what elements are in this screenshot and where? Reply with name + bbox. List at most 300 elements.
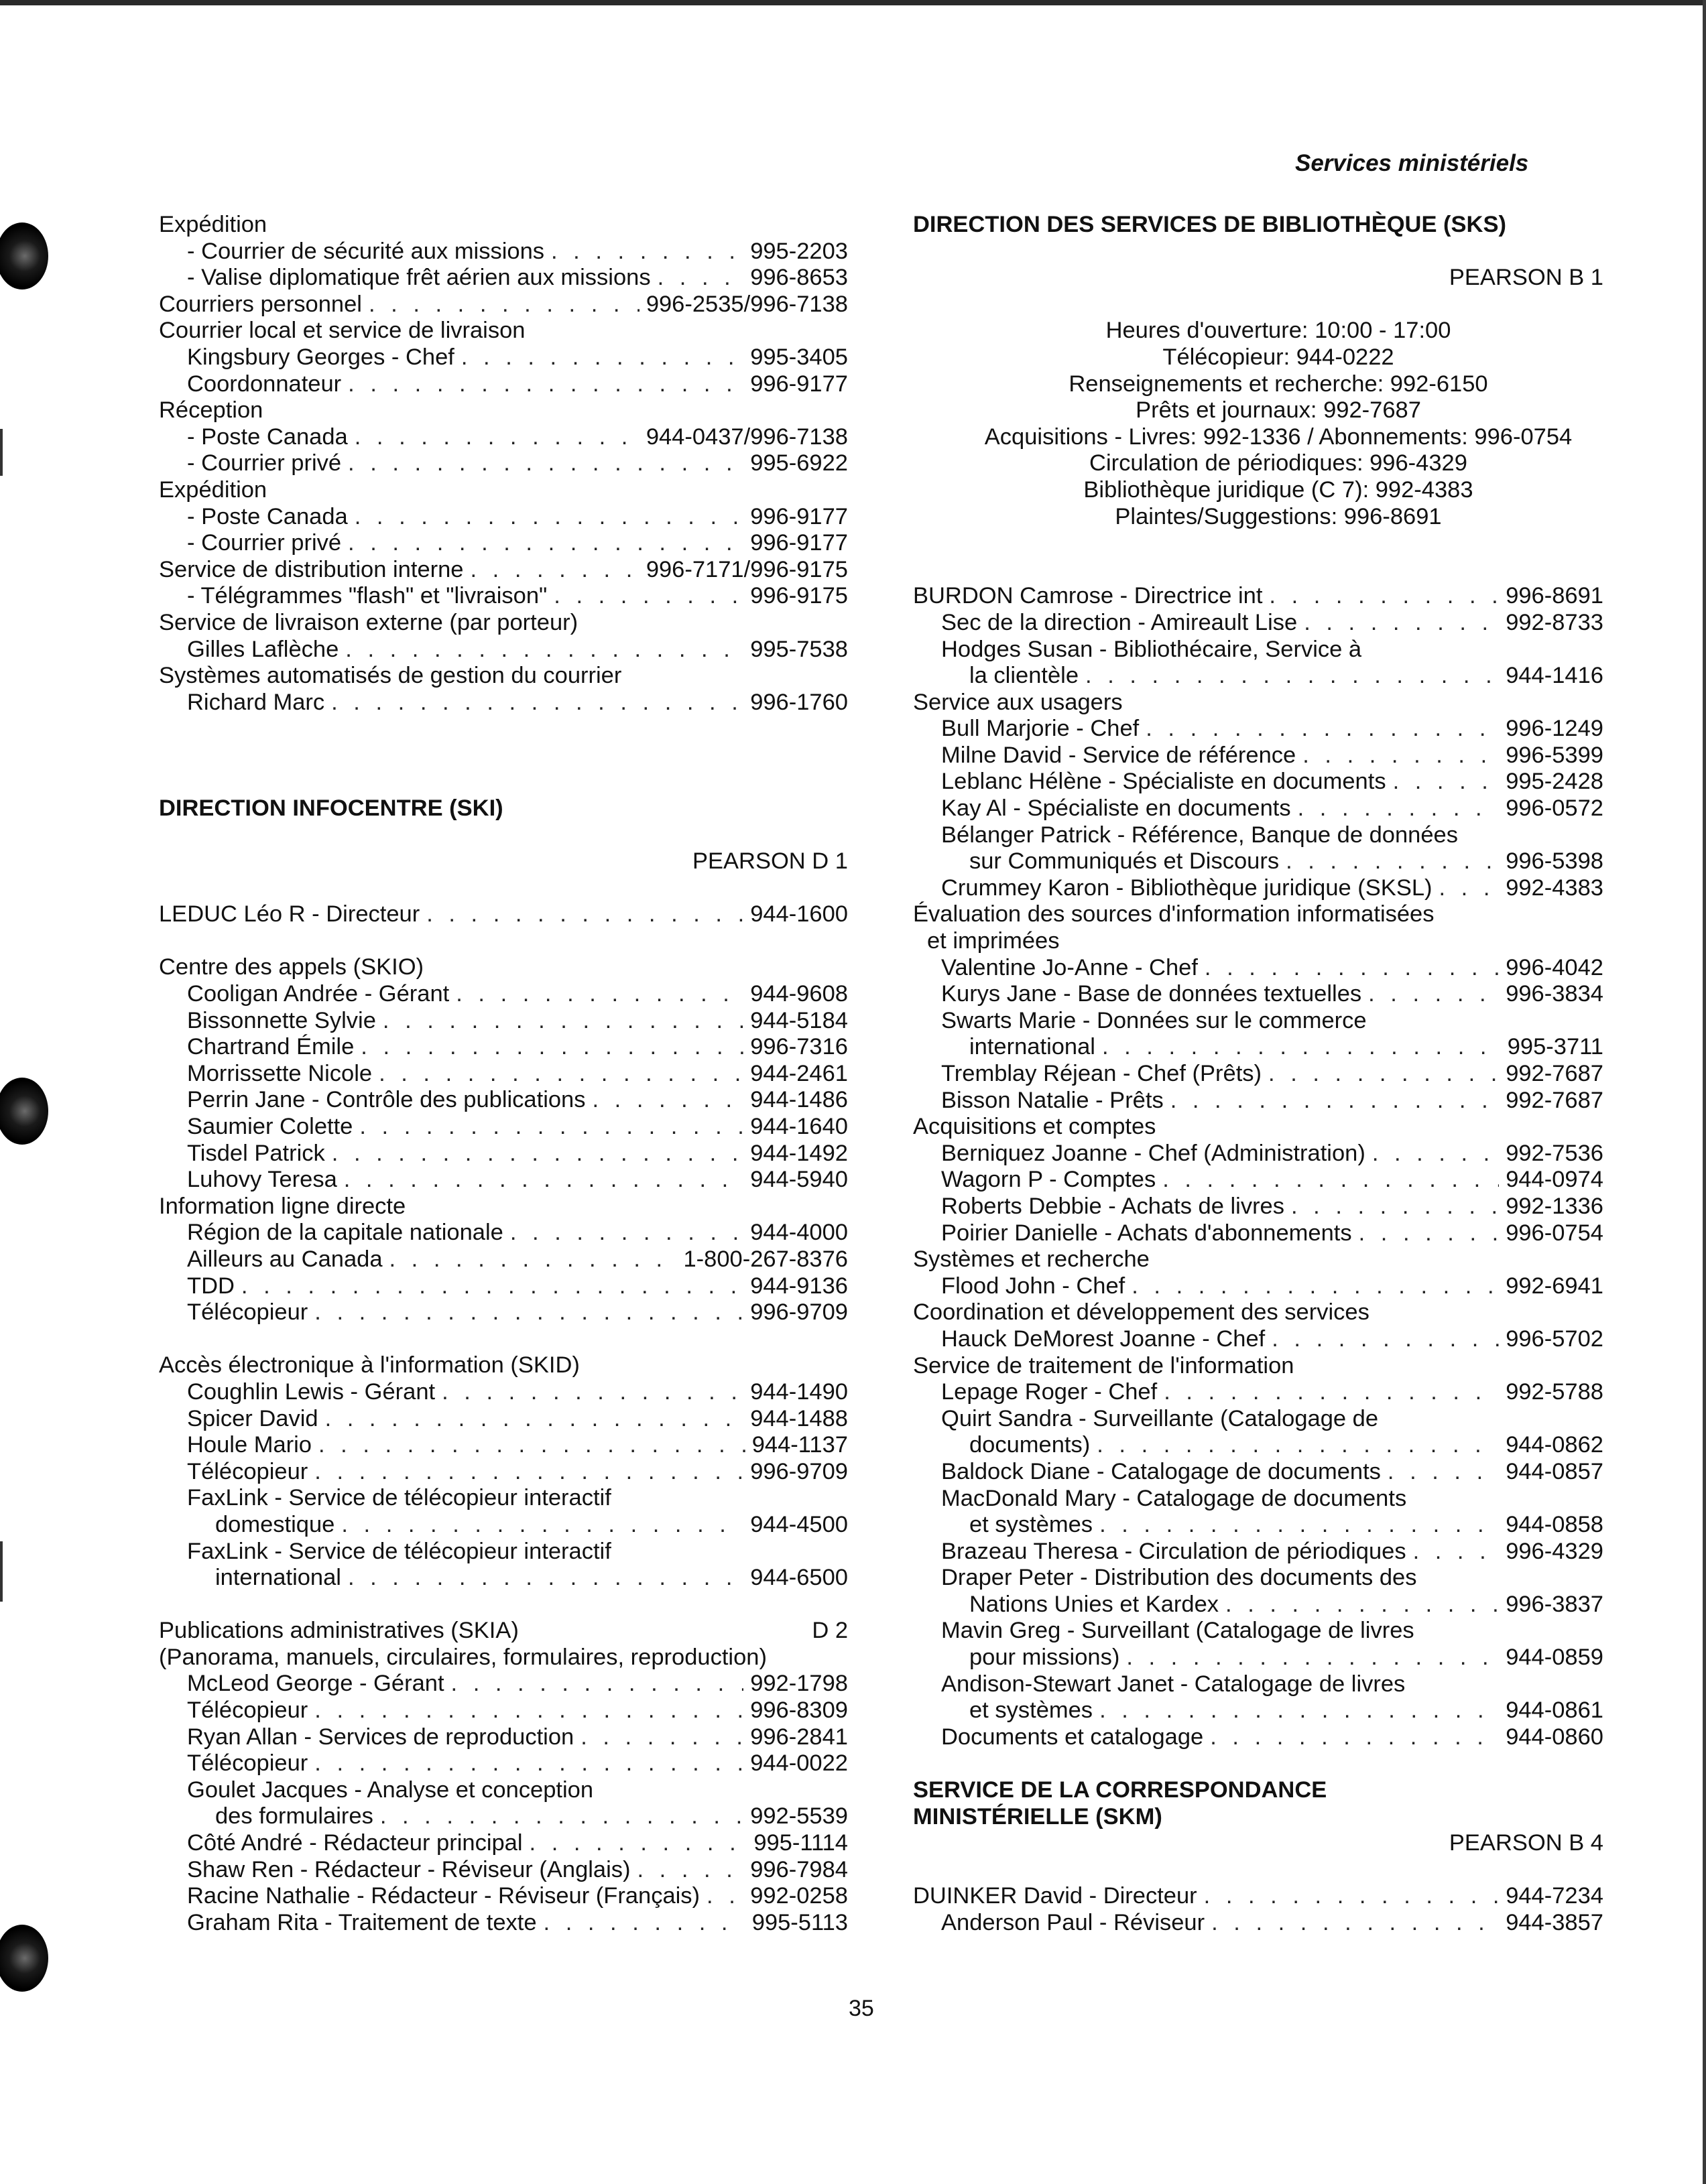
info-line: Acquisitions - Livres: 992-1336 / Abonnements: 996-0754 <box>984 424 1573 450</box>
entry-name: Accès électronique à l'information (SKID) <box>159 1352 580 1378</box>
list-item <box>913 1883 1603 1910</box>
entry-phone: 996-7984 <box>750 1856 848 1882</box>
entry-phone: 996-1760 <box>750 689 848 715</box>
list-item <box>913 1645 1603 1671</box>
entry-phone: 944-6500 <box>750 1565 848 1591</box>
dot-leader <box>1269 583 1499 610</box>
entry-phone: 944-2461 <box>750 1060 848 1086</box>
entry-phone: 992-0258 <box>750 1883 848 1909</box>
entry-phone: 944-4000 <box>750 1220 848 1246</box>
list-item <box>159 1061 848 1088</box>
dot-leader <box>314 1750 743 1777</box>
entry-name: des formulaires <box>215 1803 373 1829</box>
entry-phone: 944-0859 <box>1506 1645 1603 1671</box>
entry-name: Télécopieur <box>187 1458 308 1484</box>
entry-name: Nations Unies et Kardex <box>969 1591 1219 1617</box>
entry-name: Tremblay Réjean - Chef (Prêts) <box>941 1061 1262 1086</box>
info-line: Heures d'ouverture: 10:00 - 17:00 <box>1105 318 1451 344</box>
entry-name: DUINKER David - Directeur <box>913 1883 1197 1909</box>
entry-name: Draper Peter - Distribution des documents des <box>941 1565 1417 1591</box>
entry-phone: 992-6941 <box>1506 1273 1603 1299</box>
dot-leader <box>707 1883 743 1910</box>
dot-leader <box>442 1379 743 1406</box>
entry-name: Sec de la direction - Amireault Lise <box>941 609 1298 635</box>
entry-phone: 944-9608 <box>750 981 848 1007</box>
entry-name: documents) <box>969 1432 1091 1458</box>
list-item <box>159 1246 848 1273</box>
list-item <box>159 637 848 663</box>
entry-name: Évaluation des sources d'information informatisées <box>913 901 1435 927</box>
entry-name: sur Communiqués et Discours <box>969 848 1280 875</box>
entry-phone: 996-3834 <box>1506 981 1603 1007</box>
entry-phone: 944-1600 <box>750 901 848 927</box>
entry-phone: 944-1640 <box>750 1114 848 1139</box>
dot-leader <box>1132 1273 1499 1300</box>
list-item <box>159 1114 848 1141</box>
library-info-block <box>913 318 1603 530</box>
dot-leader <box>380 1803 743 1830</box>
dot-leader <box>1102 1034 1501 1061</box>
dot-leader <box>318 1432 745 1459</box>
list-heading <box>913 901 1603 928</box>
entry-name: Morrissette Nicole <box>187 1060 373 1086</box>
list-item <box>913 1220 1603 1247</box>
dot-leader <box>581 1724 743 1751</box>
dot-leader <box>1298 795 1500 822</box>
list-item <box>913 1141 1603 1167</box>
library-staff-list <box>913 583 1603 1750</box>
dot-leader <box>1085 663 1499 690</box>
entry-phone: 996-4042 <box>1506 954 1603 980</box>
info-line: Télécopieur: 944-0222 <box>1162 344 1394 370</box>
entry-name: Systèmes et recherche <box>913 1246 1150 1273</box>
call-centre-list <box>159 954 848 1326</box>
running-title: Services ministériels <box>1295 150 1529 176</box>
entry-name: Swarts Marie - Données sur le commerce <box>941 1007 1367 1033</box>
list-item <box>159 1910 848 1937</box>
dot-leader <box>389 1246 677 1273</box>
dot-leader <box>1268 1061 1499 1088</box>
dot-leader <box>345 637 743 663</box>
list-item <box>159 1379 848 1406</box>
dot-leader <box>1099 1697 1499 1724</box>
list-heading <box>159 477 848 504</box>
entry-name: Télécopieur <box>187 1299 308 1326</box>
entry-name: Shaw Ren - Rédacteur - Réviseur (Anglais) <box>187 1856 631 1882</box>
entry-phone: 996-8309 <box>750 1697 848 1724</box>
list-item <box>913 1194 1603 1220</box>
entry-name: - Courrier privé <box>187 530 342 556</box>
entry-name: Information ligne directe <box>159 1193 406 1219</box>
info-line: Plaintes/Suggestions: 996-8691 <box>1115 503 1442 529</box>
entry-phone: 996-3837 <box>1506 1591 1603 1617</box>
list-item <box>159 239 848 265</box>
entry-phone: 996-2841 <box>750 1724 848 1750</box>
dot-leader <box>1286 848 1499 875</box>
entry-name: Bélanger Patrick - Référence, Banque de données <box>941 822 1458 848</box>
scan-left-mark <box>0 1541 3 1602</box>
entry-name: Télécopieur <box>187 1697 308 1724</box>
entry-phone: 996-0572 <box>1506 795 1603 822</box>
entry-name: Service aux usagers <box>913 689 1123 715</box>
dot-leader <box>1099 1512 1499 1539</box>
list-heading <box>913 1246 1603 1273</box>
list-item <box>159 1830 848 1857</box>
list-item <box>913 1459 1603 1486</box>
entry-name: Anderson Paul - Réviseur <box>941 1910 1205 1935</box>
dot-leader <box>369 292 639 318</box>
section-title-infocentre: DIRECTION INFOCENTRE (SKI) <box>159 795 503 821</box>
list-item <box>913 1724 1603 1751</box>
dot-leader <box>348 450 743 477</box>
entry-name: Mavin Greg - Surveillant (Catalogage de livres <box>941 1618 1414 1644</box>
list-item <box>159 1299 848 1326</box>
location-label: PEARSON B 1 <box>1449 265 1603 291</box>
entry-name: Leblanc Hélène - Spécialiste en documents <box>941 769 1386 795</box>
entry-name: Documents et catalogage <box>941 1724 1204 1750</box>
list-item <box>913 1167 1603 1194</box>
entry-phone: 996-9709 <box>750 1458 848 1484</box>
entry-name: et systèmes <box>969 1512 1093 1538</box>
list-heading <box>159 1777 848 1804</box>
dot-leader <box>314 1299 743 1326</box>
entry-name: Côté André - Rédacteur principal <box>187 1830 523 1856</box>
entry-phone: 944-1486 <box>750 1087 848 1113</box>
entry-phone: 996-0754 <box>1506 1220 1603 1246</box>
entry-name: Service de traitement de l'information <box>913 1352 1294 1378</box>
list-item <box>159 583 848 610</box>
entry-phone: 996-5702 <box>1506 1326 1603 1352</box>
scan-left-mark <box>0 429 3 476</box>
list-item <box>159 1671 848 1697</box>
entry-name: BURDON Camrose - Directrice int <box>913 583 1263 609</box>
list-item <box>159 1512 848 1539</box>
entry-name: - Valise diplomatique frêt aérien aux missions <box>187 265 651 291</box>
entry-name: - Poste Canada <box>187 503 348 529</box>
entry-phone: 944-0857 <box>1506 1458 1603 1484</box>
dot-leader <box>1393 769 1500 795</box>
entry-name: Acquisitions et comptes <box>913 1114 1156 1140</box>
entry-name: - Courrier de sécurité aux missions <box>187 238 545 264</box>
entry-name: Saumier Colette <box>187 1114 353 1139</box>
list-item <box>159 690 848 716</box>
list-item <box>913 743 1603 769</box>
dot-leader <box>1210 1724 1499 1751</box>
entry-phone: 992-1336 <box>1506 1193 1603 1219</box>
list-heading <box>913 1565 1603 1592</box>
entry-name: Courrier local et service de livraison <box>159 318 526 344</box>
entry-name: - Poste Canada <box>187 424 348 450</box>
dot-leader <box>361 1034 743 1061</box>
entry-phone: 996-9177 <box>750 371 848 397</box>
scan-top-edge <box>0 0 1706 5</box>
punch-hole-icon <box>0 1078 48 1145</box>
entry-name: Luhovy Teresa <box>187 1167 337 1193</box>
entry-name: Kurys Jane - Base de données textuelles <box>941 981 1362 1007</box>
dot-leader <box>379 1061 743 1088</box>
dot-leader <box>426 901 743 928</box>
section-title-correspondence-line2: MINISTÉRIELLE (SKM) <box>913 1803 1162 1829</box>
entry-name: - Courrier privé <box>187 450 342 476</box>
dot-leader <box>658 265 744 292</box>
list-item <box>159 981 848 1008</box>
list-item <box>159 1273 848 1300</box>
list-item <box>159 1141 848 1167</box>
list-item <box>913 848 1603 875</box>
list-heading <box>159 663 848 690</box>
section-title-library: DIRECTION DES SERVICES DE BIBLIOTHÈQUE (SKS) <box>913 212 1506 237</box>
entry-name: TDD <box>187 1273 235 1299</box>
entry-name: Région de la capitale nationale <box>187 1220 503 1246</box>
list-item <box>159 265 848 292</box>
entry-name: Bissonnette Sylvie <box>187 1007 376 1033</box>
entry-phone: 996-9177 <box>750 530 848 556</box>
list-item <box>913 1512 1603 1539</box>
list-heading <box>913 1353 1603 1380</box>
dot-leader <box>1170 1088 1499 1114</box>
entry-phone: 944-1492 <box>750 1140 848 1166</box>
dot-leader <box>355 424 639 451</box>
dot-leader <box>544 1910 745 1937</box>
entry-name: Kay Al - Spécialiste en documents <box>941 795 1291 822</box>
dot-leader <box>1413 1539 1500 1565</box>
list-item <box>159 1750 848 1777</box>
punch-hole-icon <box>0 222 48 290</box>
list-heading <box>913 822 1603 849</box>
list-item <box>159 371 848 398</box>
dot-leader <box>1291 1194 1499 1220</box>
entry-phone: 995-7538 <box>750 636 848 662</box>
entry-name: FaxLink - Service de télécopieur interactif <box>187 1538 611 1564</box>
entry-phone: 995-2428 <box>1506 769 1603 795</box>
dot-leader <box>314 1459 743 1486</box>
dot-leader <box>1439 875 1500 902</box>
dot-leader <box>1225 1592 1499 1618</box>
entry-phone: 995-1114 <box>753 1830 848 1856</box>
dot-leader <box>530 1830 747 1857</box>
entry-name: Tisdel Patrick <box>187 1140 325 1166</box>
entry-name: international <box>215 1565 341 1591</box>
entry-name: Poirier Danielle - Achats d'abonnements <box>941 1220 1352 1246</box>
publications-title: Publications administratives (SKIA) <box>159 1618 519 1644</box>
list-item <box>913 1034 1603 1061</box>
entry-name: Flood John - Chef <box>941 1273 1125 1299</box>
entry-phone: 995-3405 <box>750 344 848 370</box>
info-line: Renseignements et recherche: 992-6150 <box>1069 371 1488 397</box>
location-label: PEARSON D 1 <box>692 848 848 875</box>
page-number: 35 <box>849 1996 874 2021</box>
list-heading <box>913 928 1603 955</box>
list-heading <box>159 212 848 239</box>
entry-phone: 996-9177 <box>750 503 848 529</box>
publications-list <box>159 1671 848 1936</box>
entry-phone: 996-5398 <box>1506 848 1603 875</box>
entry-name: Ryan Allan - Services de reproduction <box>187 1724 574 1750</box>
publications-location: D 2 <box>812 1618 848 1644</box>
entry-name: Spicer David <box>187 1405 318 1431</box>
list-item <box>159 1406 848 1433</box>
entry-name: Expédition <box>159 212 267 237</box>
dot-leader <box>348 371 743 398</box>
dot-leader <box>1211 1910 1499 1937</box>
right-column <box>913 212 1603 1937</box>
list-heading <box>159 954 848 981</box>
director-entry <box>159 901 848 928</box>
list-item <box>913 1088 1603 1114</box>
list-item <box>159 424 848 451</box>
entry-phone: 992-4383 <box>1506 875 1603 901</box>
dot-leader <box>510 1220 743 1246</box>
list-item <box>913 875 1603 902</box>
dot-leader <box>1272 1326 1499 1353</box>
list-item <box>159 450 848 477</box>
entry-name: Perrin Jane - Contrôle des publications <box>187 1087 586 1113</box>
dot-leader <box>456 981 743 1008</box>
dot-leader <box>344 1167 743 1194</box>
correspondence-list <box>913 1883 1603 1936</box>
list-item <box>159 1167 848 1194</box>
entry-name: Bisson Natalie - Prêts <box>941 1087 1164 1113</box>
entry-name: Goulet Jacques - Analyse et conception <box>187 1777 594 1803</box>
list-item <box>913 1273 1603 1300</box>
list-heading <box>159 610 848 637</box>
list-heading <box>913 1671 1603 1698</box>
list-item <box>159 344 848 371</box>
list-item <box>159 1565 848 1592</box>
dot-leader <box>1304 610 1499 637</box>
list-item <box>159 1883 848 1910</box>
dot-leader <box>325 1406 744 1433</box>
dot-leader <box>1164 1379 1499 1406</box>
list-item <box>159 557 848 584</box>
info-line: Circulation de périodiques: 996-4329 <box>1089 450 1467 476</box>
dot-leader <box>241 1273 743 1300</box>
list-item <box>913 1326 1603 1353</box>
entry-phone: 1-800-267-8376 <box>683 1246 848 1272</box>
entry-name: Andison-Stewart Janet - Catalogage de livres <box>941 1671 1406 1697</box>
entry-phone: 995-2203 <box>750 238 848 264</box>
dot-leader <box>1204 1883 1500 1910</box>
list-item <box>913 1910 1603 1937</box>
list-item <box>913 1697 1603 1724</box>
entry-phone: 944-1416 <box>1506 663 1603 689</box>
entry-name: Roberts Debbie - Achats de livres <box>941 1193 1284 1219</box>
entry-phone: 996-9709 <box>750 1299 848 1326</box>
list-heading <box>913 1486 1603 1513</box>
list-item <box>159 1724 848 1751</box>
dot-leader <box>1126 1645 1499 1671</box>
entry-name: Systèmes automatisés de gestion du courrier <box>159 663 622 689</box>
entry-phone: 996-7316 <box>750 1034 848 1060</box>
list-item <box>913 1539 1603 1565</box>
entry-phone: 944-0022 <box>750 1750 848 1777</box>
list-item <box>913 1432 1603 1459</box>
entry-name: Réception <box>159 397 263 424</box>
list-heading <box>913 1299 1603 1326</box>
entry-phone: 944-0861 <box>1506 1697 1603 1724</box>
list-item <box>913 981 1603 1008</box>
entry-name: Hauck DeMorest Joanne - Chef <box>941 1326 1266 1352</box>
entry-name: Quirt Sandra - Surveillante (Catalogage de <box>941 1405 1379 1431</box>
dot-leader <box>1205 955 1499 982</box>
entry-name: Kingsbury Georges - Chef <box>187 344 454 370</box>
dot-leader <box>332 1141 743 1167</box>
publications-heading <box>159 1618 848 1645</box>
dot-leader <box>1388 1459 1499 1486</box>
entry-name: Richard Marc <box>187 689 325 715</box>
scan-right-edge <box>1703 0 1706 2184</box>
entry-phone: 995-6922 <box>750 450 848 476</box>
dot-leader <box>461 344 743 371</box>
punch-hole-icon <box>0 1925 48 1992</box>
entry-phone: 944-1490 <box>750 1378 848 1405</box>
dot-leader <box>1302 743 1499 769</box>
dot-leader <box>1359 1220 1500 1247</box>
list-heading <box>913 1008 1603 1035</box>
entry-phone: 996-7171/996-9175 <box>646 556 848 582</box>
list-heading <box>913 1618 1603 1645</box>
entry-name: - Télégrammes "flash" et "livraison" <box>187 583 548 609</box>
entry-phone: 992-5788 <box>1506 1379 1603 1405</box>
list-item <box>159 1857 848 1884</box>
entry-phone: 996-2535/996-7138 <box>646 291 848 317</box>
list-item <box>913 583 1603 610</box>
entry-name: Coughlin Lewis - Gérant <box>187 1378 436 1405</box>
dot-leader <box>314 1697 743 1724</box>
list-heading <box>913 690 1603 716</box>
entry-name: Cooligan Andrée - Gérant <box>187 981 450 1007</box>
dot-leader <box>348 530 743 557</box>
entry-name: Service de livraison externe (par porteur) <box>159 609 578 635</box>
dot-leader <box>383 1008 743 1035</box>
dot-leader <box>471 557 639 584</box>
dot-leader <box>341 1512 743 1539</box>
dot-leader <box>348 1565 743 1592</box>
list-item <box>159 292 848 318</box>
entry-phone: 944-7234 <box>1506 1883 1603 1909</box>
list-item <box>159 504 848 531</box>
entry-phone: 996-5399 <box>1506 742 1603 768</box>
entry-phone: 944-1137 <box>751 1432 848 1458</box>
section-title-correspondence: SERVICE DE LA CORRESPONDANCE <box>913 1777 1327 1803</box>
entry-name: Wagorn P - Comptes <box>941 1167 1156 1193</box>
list-item <box>159 1220 848 1246</box>
entry-name: Lepage Roger - Chef <box>941 1379 1158 1405</box>
entry-name: Coordination et développement des services <box>913 1299 1369 1326</box>
list-heading <box>159 318 848 344</box>
entry-name: Hodges Susan - Bibliothécaire, Service à <box>941 636 1362 662</box>
list-item <box>159 1034 848 1061</box>
location-label: PEARSON B 4 <box>1449 1830 1603 1856</box>
list-heading <box>159 1352 848 1379</box>
entry-name: McLeod George - Gérant <box>187 1671 444 1697</box>
entry-name: Houle Mario <box>187 1432 312 1458</box>
list-item <box>913 1379 1603 1406</box>
entry-phone: 944-4500 <box>750 1511 848 1537</box>
list-item <box>159 1803 848 1830</box>
list-item <box>159 1459 848 1486</box>
dot-leader <box>355 504 743 531</box>
entry-name: la clientèle <box>969 663 1079 689</box>
list-item <box>913 955 1603 982</box>
list-heading <box>913 1114 1603 1141</box>
entry-phone: 944-0862 <box>1506 1432 1603 1458</box>
list-heading <box>159 1485 848 1512</box>
entry-name: LEDUC Léo R - Directeur <box>159 901 420 927</box>
entry-name: Chartrand Émile <box>187 1034 355 1060</box>
entry-name: Gilles Laflèche <box>187 636 339 662</box>
dot-leader <box>1368 981 1499 1008</box>
